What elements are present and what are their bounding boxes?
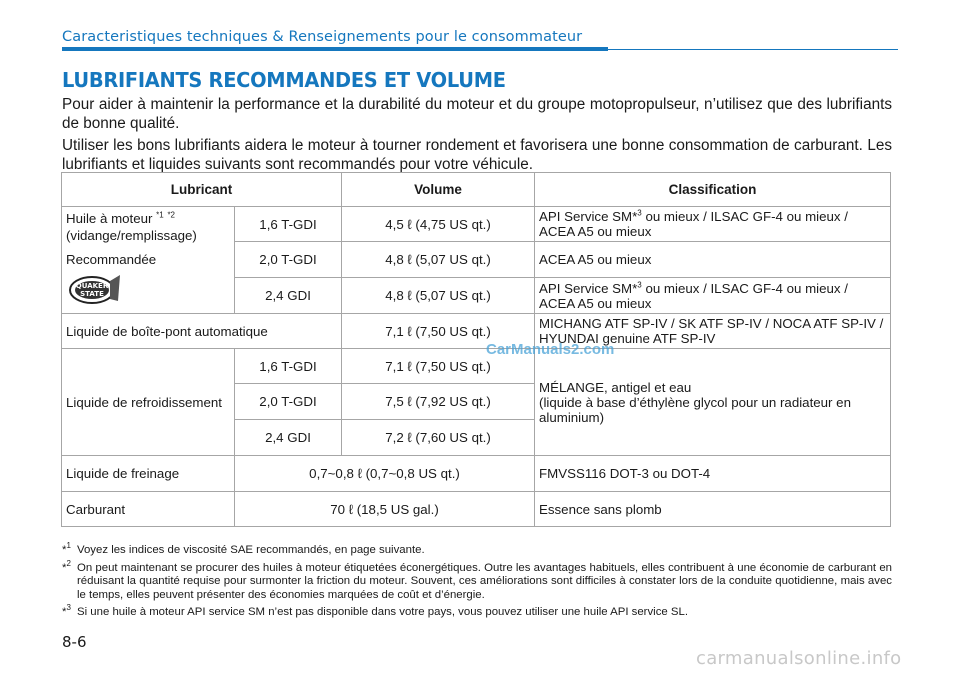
coolant-classification: MÉLANGE, antigel et eau (liquide à base d’éthylène glycol pour un radiateur en aluminium): [535, 349, 891, 456]
footnote-1: *$^1$ Voyez les indices de viscosité SAE recommandés, en page suivante.: [62, 541, 425, 556]
footnote-2: *$^2$ On peut maintenant se procurer des huiles à moteur étiquetées éconergétiques. Outre les avantages habituels, elles contribuent à une économie de carburant en réduisant la quantité requise pour surmonter la friction du moteur. Souvent, ces améliorations sont difficiles à constater lors de la conduite quotidienne, mais avec le temps, elles peuvent présenter des économies marquées de coût et d’énergie.: [62, 558, 892, 601]
table-row: [62, 349, 891, 384]
recommended-label: Recommandée: [66, 252, 157, 267]
watermark: CarManuals2.com: [486, 341, 615, 358]
oil-label-cell: [62, 207, 235, 314]
coolant-engine-1: 1,6 T-GDI: [235, 349, 342, 384]
header-classification: Classification: [535, 173, 891, 207]
table-row: [62, 456, 891, 492]
coolant-label: Liquide de refroidissement: [62, 349, 235, 456]
oil-classification-3: API Service SM*$^3$ ou mieux / ILSAC GF-4 ou mieux / ACEA A5 ou mieux: [535, 278, 891, 314]
table-row: [62, 492, 891, 527]
fuel-label: Carburant: [62, 492, 235, 527]
oil-classification-1: API Service SM*$^3$ ou mieux / ILSAC GF-4 ou mieux / ACEA A5 ou mieux: [535, 207, 891, 242]
oil-engine-1: 1,6 T-GDI: [235, 207, 342, 242]
lubricants-table: [61, 172, 891, 527]
intro-paragraph-1: Pour aider à maintenir la performance et la durabilité du moteur et du groupe motopropulseur, n’utilisez que des lubrifiants de bonne qualité.: [62, 96, 892, 132]
fuel-classification: Essence sans plomb: [535, 492, 891, 527]
header-volume: Volume: [342, 173, 535, 207]
footnote-3: *$^3$ Si une huile à moteur API service SM n’est pas disponible dans votre pays, vous pouvez utiliser une huile API service SL.: [62, 603, 688, 618]
transmission-label: Liquide de boîte-pont automatique: [62, 314, 342, 349]
oil-sublabel: (vidange/remplissage): [66, 228, 197, 243]
oil-label: Huile à moteur: [66, 211, 157, 226]
svg-text:QUAKER: QUAKER: [75, 282, 109, 290]
header-rule: [62, 47, 608, 51]
brake-volume: 0,7~0,8 ℓ (0,7~0,8 US qt.): [235, 456, 535, 492]
transmission-volume: 7,1 ℓ (7,50 US qt.): [342, 314, 535, 349]
page-number: 8-6: [62, 633, 87, 651]
coolant-volume-2: 7,5 ℓ (7,92 US qt.): [342, 384, 535, 420]
intro-paragraph-2: Utiliser les bons lubrifiants aidera le moteur à tourner rondement et favorisera une bonne consommation de carburant. Les lubrifiants et liquides suivants sont recommandés pour votre véhicule.: [62, 137, 892, 173]
section-title: LUBRIFIANTS RECOMMANDES ET VOLUME: [62, 68, 506, 92]
oil-volume-3: 4,8 ℓ (5,07 US qt.): [342, 278, 535, 314]
coolant-volume-3: 7,2 ℓ (7,60 US qt.): [342, 420, 535, 456]
oil-volume-2: 4,8 ℓ (5,07 US qt.): [342, 242, 535, 278]
fuel-volume: 70 ℓ (18,5 US gal.): [235, 492, 535, 527]
footnote-ref: *1: [156, 210, 164, 220]
chapter-title: Caracteristiques techniques & Renseignements pour le consommateur: [62, 29, 583, 45]
footnotes: [62, 541, 892, 624]
coolant-volume-1: 7,1 ℓ (7,50 US qt.): [342, 349, 535, 384]
transmission-classification: MICHANG ATF SP-IV / SK ATF SP-IV / NOCA ATF SP-IV / HYUNDAI genuine ATF SP-IV: [535, 314, 891, 349]
brake-classification: FMVSS116 DOT-3 ou DOT-4: [535, 456, 891, 492]
quaker-state-logo: [66, 271, 122, 309]
table-row: [62, 207, 891, 242]
header-lubricant: Lubricant: [62, 173, 342, 207]
oil-volume-1: 4,5 ℓ (4,75 US qt.): [342, 207, 535, 242]
header-rule-thin: [608, 49, 898, 50]
oil-classification-2: ACEA A5 ou mieux: [535, 242, 891, 278]
brake-label: Liquide de freinage: [62, 456, 235, 492]
table-row: [62, 314, 891, 349]
coolant-engine-3: 2,4 GDI: [235, 420, 342, 456]
footnote-ref: *2: [167, 210, 175, 220]
table-header-row: [62, 173, 891, 207]
site-watermark: carmanualsonline.info: [696, 648, 902, 669]
svg-text:STATE: STATE: [80, 290, 104, 298]
oil-engine-3: 2,4 GDI: [235, 278, 342, 314]
oil-engine-2: 2,0 T-GDI: [235, 242, 342, 278]
coolant-engine-2: 2,0 T-GDI: [235, 384, 342, 420]
